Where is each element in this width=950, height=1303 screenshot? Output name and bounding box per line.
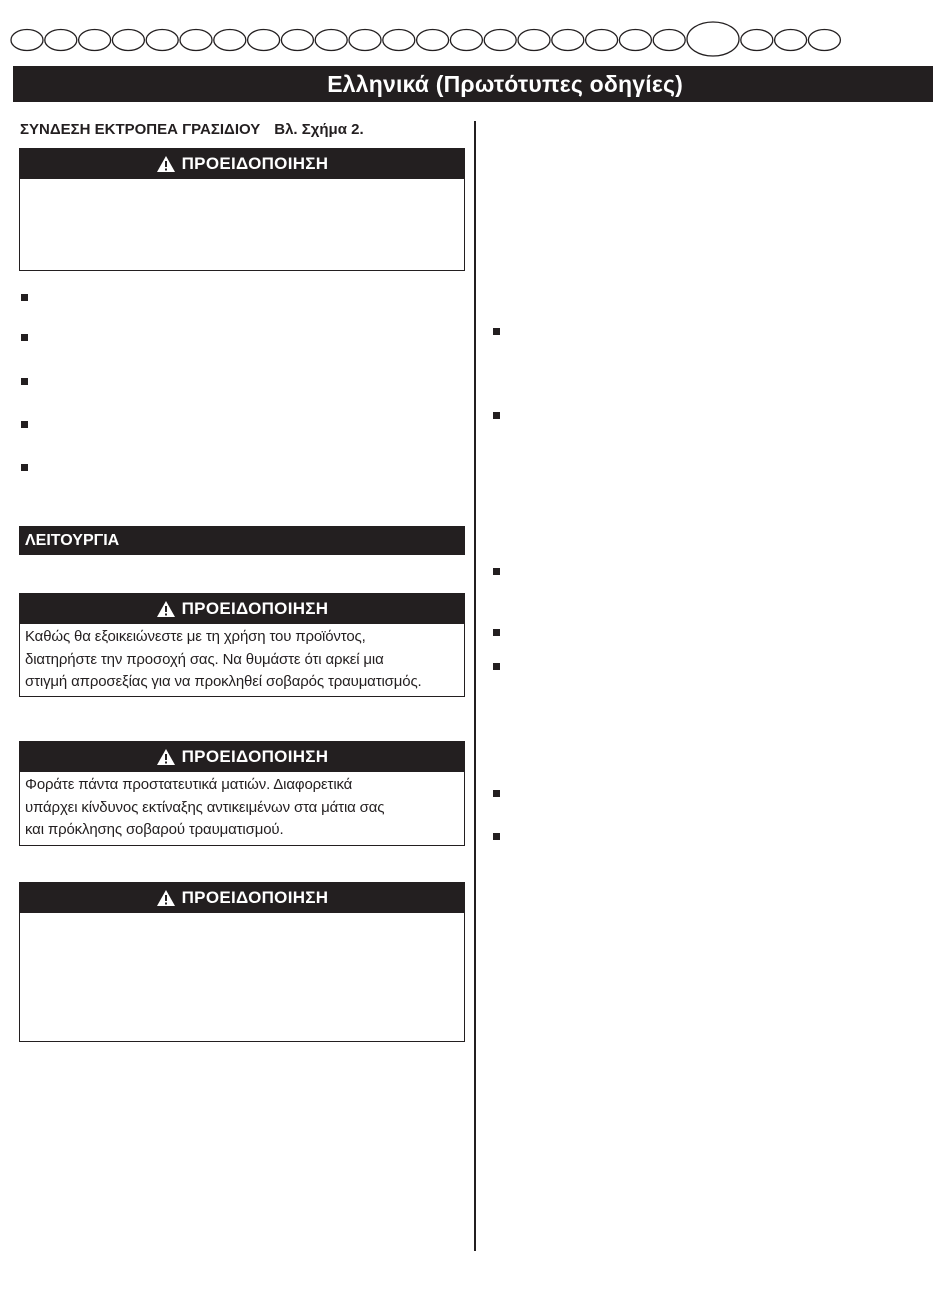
- warning-header: [20, 883, 464, 913]
- language-tab: [808, 30, 840, 51]
- warning-header: [20, 594, 464, 624]
- language-tab: [281, 30, 313, 51]
- language-tab: [146, 30, 178, 51]
- square-bullet-icon: [21, 378, 28, 385]
- square-bullet-icon: [493, 629, 500, 636]
- language-tab: [315, 30, 347, 51]
- warning-label: ΠΡΟΕΙΔΟΠΟΙΗΣΗ: [181, 154, 329, 173]
- column-divider: [474, 121, 476, 1251]
- language-tabs: [0, 0, 950, 60]
- warning-triangle-icon: [156, 155, 176, 173]
- warning-text: [20, 179, 464, 181]
- warning-box-2: [19, 593, 465, 697]
- square-bullet-icon: [21, 421, 28, 428]
- warning-triangle-icon: [156, 889, 176, 907]
- language-tab: [349, 30, 381, 51]
- language-tab: [214, 30, 246, 51]
- square-bullet-icon: [21, 334, 28, 341]
- language-tab: [248, 30, 280, 51]
- language-tab: [45, 30, 77, 51]
- language-tab: [518, 30, 550, 51]
- warning-box-4: [19, 882, 465, 1042]
- language-tab: [619, 30, 651, 51]
- warning-text: Καθώς θα εξοικειώνεστε με τη χρήση του προϊόντος, διατηρήστε την προσοχή σας. Να θυμάστε ότι αρκεί μια στιγμή απροσεξίας για να προκληθεί σοβαρός τραυματισμός.: [25, 628, 422, 690]
- language-tab: [741, 30, 773, 51]
- language-tab: [383, 30, 415, 51]
- warning-triangle-icon: [156, 748, 176, 766]
- language-tab: [417, 30, 449, 51]
- warning-header: [20, 742, 464, 772]
- language-tab-active: [687, 22, 739, 56]
- language-tab: [552, 30, 584, 51]
- warning-label: ΠΡΟΕΙΔΟΠΟΙΗΣΗ: [181, 747, 329, 766]
- section-heading-grass-deflector: [20, 121, 364, 138]
- warning-label: ΠΡΟΕΙΔΟΠΟΙΗΣΗ: [181, 599, 329, 618]
- section-heading-text: ΣΥΝΔΕΣΗ ΕΚΤΡΟΠΕΑ ΓΡΑΣΙΔΙΟΥ: [20, 121, 261, 138]
- section-heading-operation: ΛΕΙΤΟΥΡΓΙΑ: [19, 526, 465, 555]
- square-bullet-icon: [493, 790, 500, 797]
- warning-text: Φοράτε πάντα προστατευτικά ματιών. Διαφορετικά υπάρχει κίνδυνος εκτίναξης αντικειμένων στα μάτια σας και πρόκλησης σοβαρού τραυματισμού.: [25, 776, 385, 838]
- square-bullet-icon: [493, 663, 500, 670]
- language-tab: [586, 30, 618, 51]
- warning-box-3: [19, 741, 465, 846]
- language-tab: [112, 30, 144, 51]
- language-tab: [653, 30, 685, 51]
- figure-reference: Βλ. Σχήμα 2.: [274, 121, 364, 138]
- warning-triangle-icon: [156, 600, 176, 618]
- warning-text: [20, 913, 464, 915]
- language-tab: [775, 30, 807, 51]
- language-tab: [11, 30, 43, 51]
- language-tab: [450, 30, 482, 51]
- language-tab: [180, 30, 212, 51]
- warning-label: ΠΡΟΕΙΔΟΠΟΙΗΣΗ: [181, 888, 329, 907]
- warning-header: [20, 149, 464, 179]
- language-tab: [79, 30, 111, 51]
- page-title: Ελληνικά (Πρωτότυπες οδηγίες): [13, 66, 933, 102]
- square-bullet-icon: [493, 412, 500, 419]
- warning-box-1: [19, 148, 465, 271]
- square-bullet-icon: [493, 568, 500, 575]
- square-bullet-icon: [493, 328, 500, 335]
- square-bullet-icon: [21, 464, 28, 471]
- square-bullet-icon: [21, 294, 28, 301]
- language-tab: [484, 30, 516, 51]
- square-bullet-icon: [493, 833, 500, 840]
